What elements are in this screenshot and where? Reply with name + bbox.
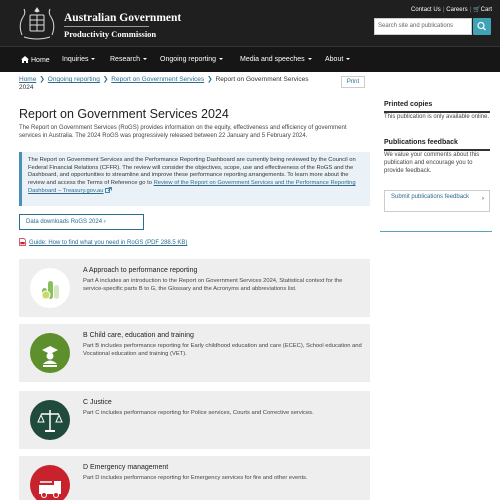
home-icon (21, 56, 29, 63)
card-part-a[interactable] (19, 259, 370, 317)
chevron-down-icon (219, 58, 223, 60)
nav-research[interactable] (110, 56, 147, 63)
nav-about[interactable] (325, 56, 350, 63)
intro-text: The Report on Government Services (RoGS) provides information on the equity, effectiveness and efficiency of government services in Australia. The 2024 RoGS was progressively released between 22 January and 5 February 2024. (19, 125, 347, 140)
card-description: Part C includes performance reporting for Police services, Courts and Corrective services. (83, 410, 314, 416)
nav-home[interactable] (21, 56, 50, 64)
chevron-down-icon (308, 58, 312, 60)
main-nav (0, 46, 500, 72)
submit-feedback-button[interactable] (384, 190, 490, 212)
contact-us-link[interactable]: Contact Us (411, 7, 441, 13)
sidebar-bottom-divider (380, 231, 492, 232)
printed-copies-text: This publication is only available online. (384, 114, 490, 120)
card-description: Part A includes an introduction to the Report on Government Services 2024, Statistical context for the service-specific parts B to G, the Glossary and the Acronyms and abbreviations list. (83, 278, 343, 292)
print-button[interactable]: Print (341, 76, 365, 88)
card-title: D Emergency management (83, 464, 169, 471)
breadcrumb-home[interactable]: Home (19, 76, 37, 83)
card-part-b[interactable] (19, 324, 370, 382)
submit-feedback-label: Submit publications feedback (391, 194, 470, 200)
chevron-down-icon (346, 58, 350, 60)
card-title: B Child care, education and training (83, 332, 194, 339)
careers-link[interactable]: Careers (446, 7, 468, 13)
chevron-right-icon: ❯ (39, 76, 45, 83)
sidebar-divider (384, 111, 490, 113)
brand-commission[interactable]: Productivity Commission (64, 29, 157, 39)
brand-government: Australian Government (64, 12, 182, 24)
site-header (0, 0, 500, 46)
nav-home-label: Home (31, 57, 50, 64)
page-title: Report on Government Services 2024 (19, 107, 229, 121)
feedback-heading: Publications feedback (384, 139, 458, 146)
guide-link[interactable] (19, 238, 187, 246)
search-button[interactable] (473, 18, 491, 35)
coat-of-arms-logo[interactable] (14, 5, 60, 41)
card-part-d[interactable] (19, 456, 370, 500)
breadcrumb-current: Report on Government Services 2024 (19, 76, 309, 91)
card-description: Part B includes performance reporting for Early childhood education and care (ECEC), School education and Vocational education and training (VET). (83, 343, 362, 357)
nav-inquiries-label: Inquiries (62, 56, 89, 63)
breadcrumb-ongoing[interactable]: Ongoing reporting (47, 76, 100, 83)
notice-text: The Report on Government Services and the Performance Reporting Dashboard are currently being reviewed by the Council on Federal Financial Relations (CFFR). The review will consider the objectives, scope, use and effectiveness of the RoGS and the Dashboard, and opportunities to streamline and improve these performance reporting arrangements. To learn more about the review and access the Terms of Reference go to (28, 157, 356, 186)
nav-research-label: Research (110, 56, 140, 63)
chevron-down-icon (91, 58, 95, 60)
external-link-icon (105, 187, 112, 193)
data-downloads-button[interactable] (19, 214, 144, 230)
graduation-icon (30, 333, 70, 373)
card-title: A Approach to performance reporting (83, 267, 198, 274)
card-title: C Justice (83, 399, 112, 406)
chevron-right-icon: › (482, 196, 484, 202)
guide-link-label: Guide: How to find what you need in RoGS (PDF 288.5 KB) (29, 240, 188, 246)
nav-ongoing-label: Ongoing reporting (160, 56, 217, 63)
breadcrumb (19, 76, 319, 92)
nav-media-label: Media and speeches (240, 56, 305, 63)
search-icon (473, 18, 491, 35)
feedback-text: We value your comments about this publication and encourage you to provide feedback. (384, 152, 480, 174)
printed-copies-heading: Printed copies (384, 101, 433, 108)
nav-ongoing-reporting[interactable] (160, 56, 223, 63)
cart-link[interactable]: Cart (480, 7, 492, 13)
pdf-icon (19, 238, 26, 246)
chevron-right-icon: › (103, 219, 106, 225)
breadcrumb-rogs[interactable]: Report on Government Services (111, 76, 205, 83)
cart-icon[interactable]: 🛒 (473, 7, 481, 13)
sidebar-divider (384, 149, 490, 151)
nav-about-label: About (325, 56, 344, 63)
fire-truck-icon (30, 465, 70, 500)
chevron-right-icon: ❯ (207, 76, 213, 83)
brand-divider (64, 26, 149, 27)
nav-media-speeches[interactable] (240, 56, 312, 63)
card-part-c[interactable] (19, 391, 370, 449)
chevron-down-icon (143, 58, 147, 60)
bar-chart-icon (30, 268, 70, 308)
utility-links: Contact Us | Careers | 🛒Cart (411, 7, 492, 13)
chevron-right-icon: ❯ (102, 76, 109, 83)
search-input[interactable]: Search site and publications (374, 18, 472, 35)
review-notice (19, 152, 370, 206)
scales-icon (30, 400, 70, 440)
data-downloads-label: Data downloads RoGS 2024 (26, 219, 103, 225)
card-description: Part D includes performance reporting for Emergency services for fire and other events. (83, 475, 308, 481)
review-link[interactable]: Review of the Report on Government Services and the Performance Reporting Dashboard – Treasury.gov.au (28, 179, 356, 195)
nav-inquiries[interactable] (62, 56, 95, 63)
